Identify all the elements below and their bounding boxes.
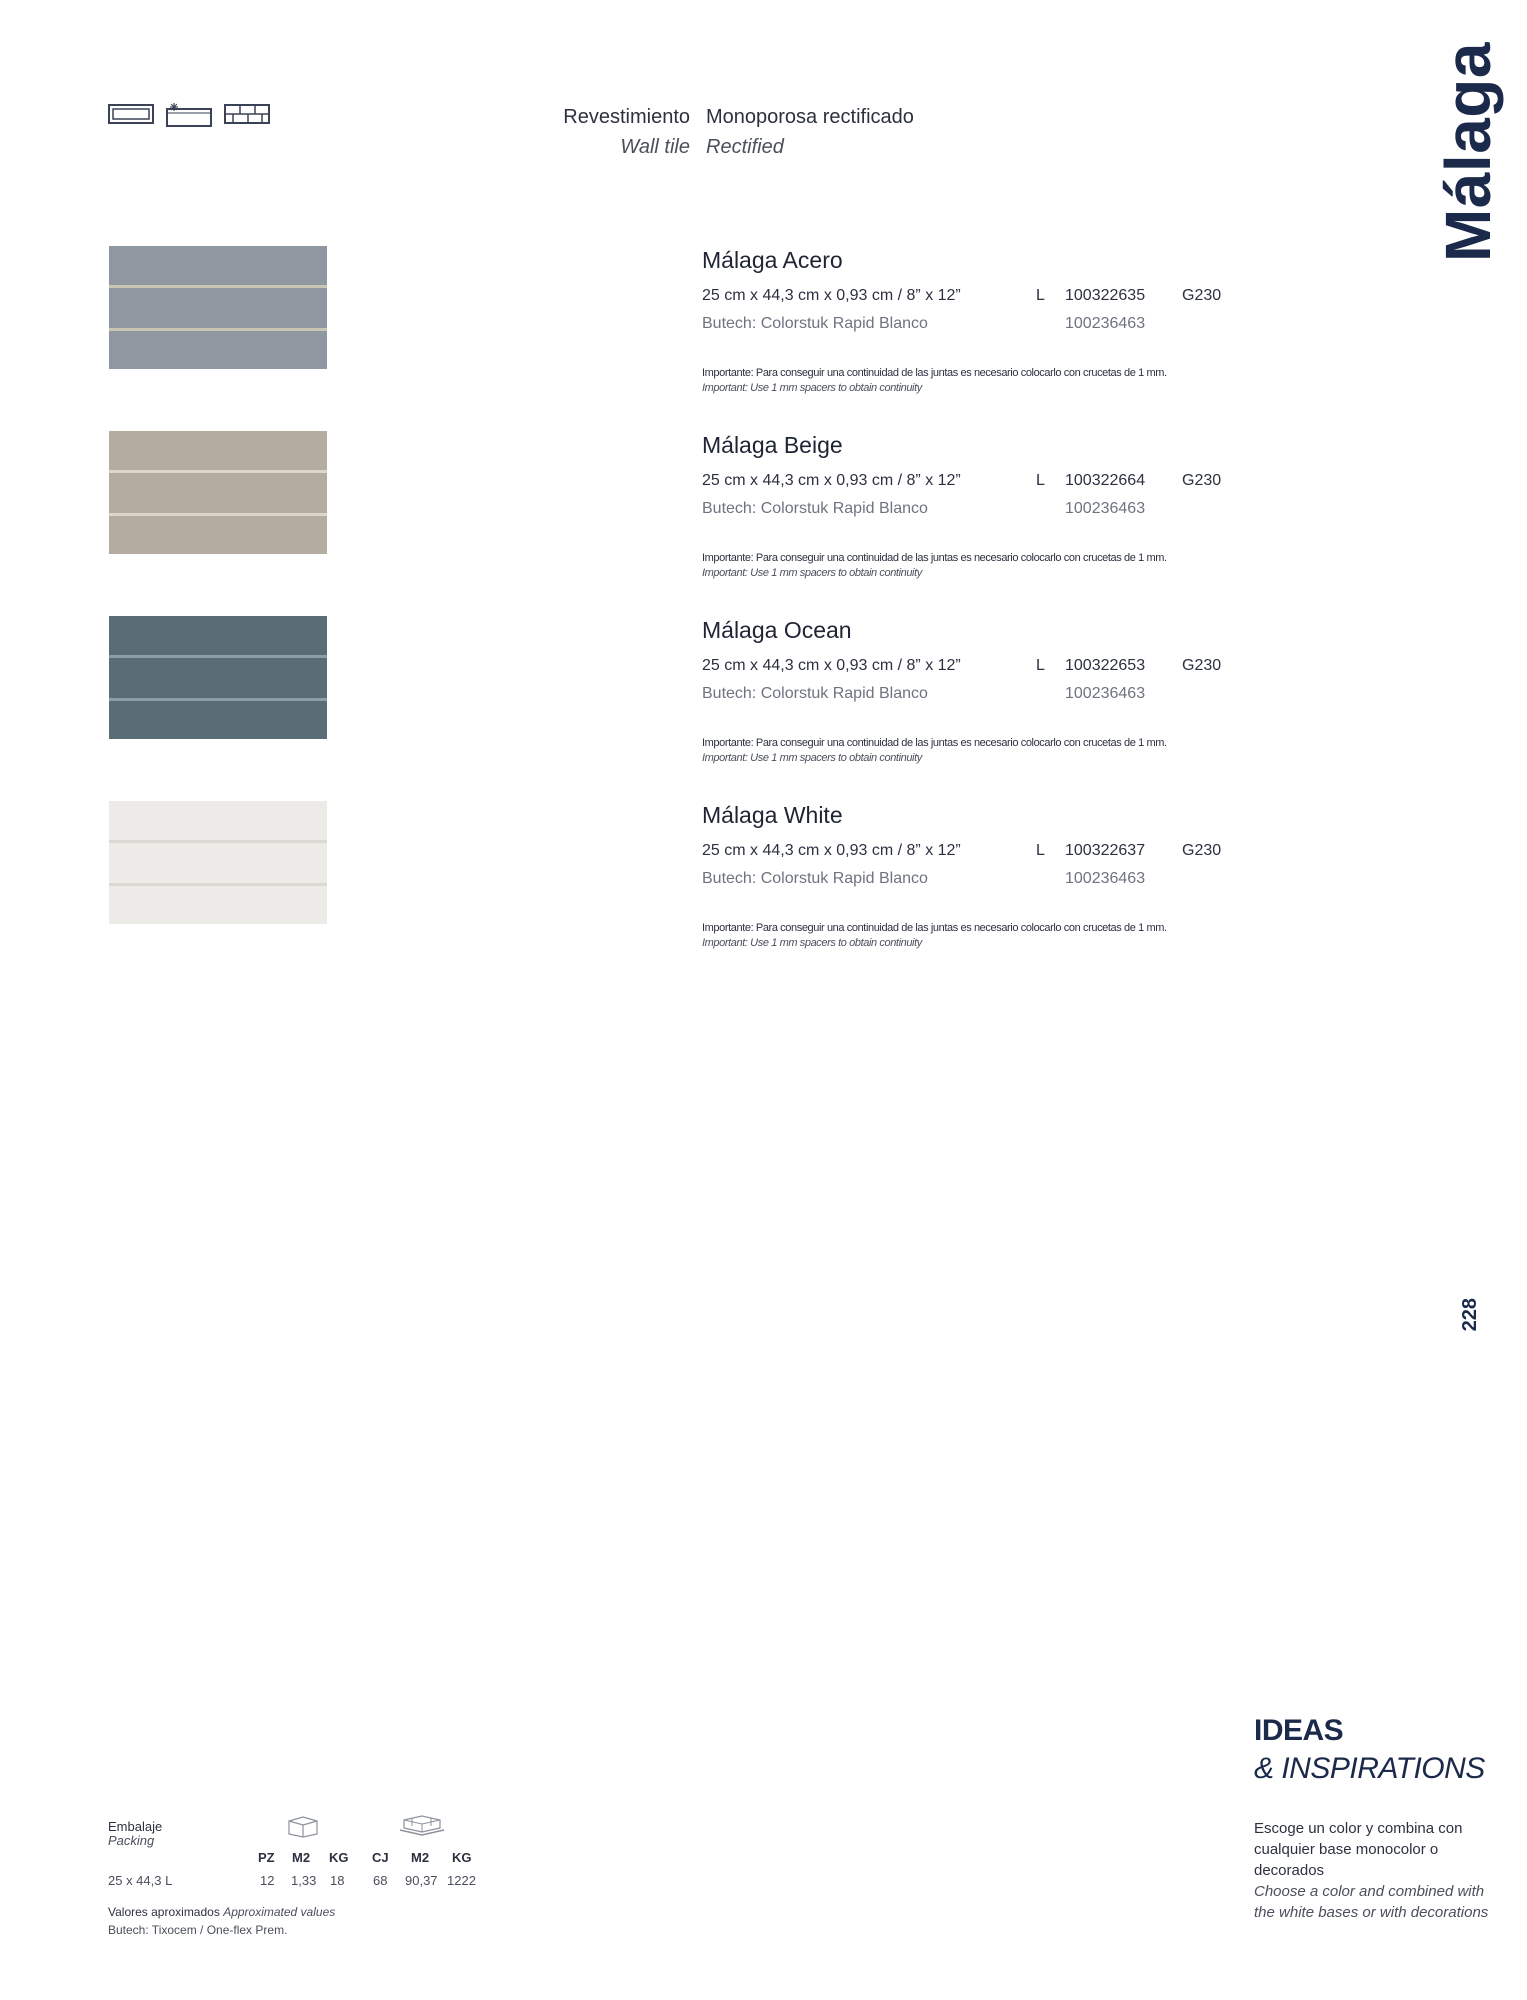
grout-code: 100236463 [1065, 685, 1146, 702]
product-name: Málaga Beige [702, 432, 843, 458]
tile-joint-line [109, 655, 327, 658]
product-grout-row [702, 865, 1262, 893]
spacer-note-en: Important: Use 1 mm spacers to obtain continuity [702, 382, 922, 394]
grout-code: 100236463 [1065, 315, 1146, 332]
grout-name: Butech: Colorstuk Rapid Blanco [702, 500, 928, 517]
product-item [0, 246, 1527, 431]
packing-header-kg-pallet: KG [452, 1850, 472, 1865]
packing-value-cj: 68 [373, 1873, 388, 1888]
product-dimensions: 25 cm x 44,3 cm x 0,93 cm / 8” x 12” [702, 472, 961, 489]
spacer-note-es: Importante: Para conseguir una continuidad de las juntas es necesario colocarlo con crucetas de 1 mm. [702, 922, 1167, 934]
tile-joint-line [109, 840, 327, 843]
product-info [702, 801, 1262, 951]
product-name: Málaga Ocean [702, 617, 852, 643]
approx-values-note [108, 1905, 335, 1919]
product-group: G230 [1182, 472, 1222, 489]
page-number-text: 228 [1458, 1298, 1481, 1332]
brick-pattern-icon [224, 102, 270, 126]
product-item [0, 801, 1527, 986]
pallet-icon [398, 1814, 446, 1836]
page-number [1455, 1290, 1485, 1340]
product-format: L [1036, 657, 1045, 674]
collection-title-text: Málaga [1432, 42, 1504, 262]
wall-tile-icon [108, 102, 154, 126]
spacer-note-en: Important: Use 1 mm spacers to obtain continuity [702, 937, 922, 949]
spacer-note [702, 921, 1262, 951]
product-code: 100322635 [1065, 287, 1146, 304]
product-code: 100322653 [1065, 657, 1146, 674]
product-item [0, 431, 1527, 616]
tile-joint-line [109, 328, 327, 331]
packing-value-m2: 1,33 [291, 1873, 317, 1888]
packing-value-kg-pallet: 1222 [447, 1873, 476, 1888]
grout-name: Butech: Colorstuk Rapid Blanco [702, 315, 928, 332]
product-code: 100322664 [1065, 472, 1146, 489]
packing-size: 25 x 44,3 L [108, 1873, 173, 1888]
product-format: L [1036, 472, 1045, 489]
approx-values-es: Valores aproximados [108, 1905, 220, 1919]
tile-swatch [109, 431, 327, 554]
packing-header-m2-pallet: M2 [411, 1850, 430, 1865]
product-format: L [1036, 287, 1045, 304]
product-name: Málaga White [702, 802, 843, 828]
packing-label-es: Embalaje [108, 1819, 163, 1834]
product-spec-row [702, 282, 1262, 310]
product-name: Málaga Acero [702, 247, 843, 273]
packing-label-en: Packing [108, 1833, 155, 1848]
rectified-edge-icon [166, 102, 212, 128]
tile-joint-line [109, 285, 327, 288]
adhesive-note: Butech: Tixocem / One-flex Prem. [108, 1923, 288, 1937]
product-info [702, 616, 1262, 766]
tile-swatch [109, 246, 327, 369]
inspirations-title: & INSPIRATIONS [1254, 1752, 1485, 1785]
product-dimensions: 25 cm x 44,3 cm x 0,93 cm / 8” x 12” [702, 287, 961, 304]
spacer-note [702, 366, 1262, 396]
tile-swatch [109, 801, 327, 924]
finish-es: Monoporosa rectificado [706, 106, 914, 128]
packing-value-kg: 18 [330, 1873, 345, 1888]
spacer-note-en: Important: Use 1 mm spacers to obtain continuity [702, 567, 922, 579]
tile-swatch [109, 616, 327, 739]
product-grout-row [702, 495, 1262, 523]
product-grout-row [702, 680, 1262, 708]
product-format: L [1036, 842, 1045, 859]
ideas-desc-es: Escoge un color y combina con cualquier base monocolor o decorados [1254, 1820, 1463, 1879]
tile-joint-line [109, 470, 327, 473]
grout-name: Butech: Colorstuk Rapid Blanco [702, 870, 928, 887]
type-en: Wall tile [620, 136, 690, 158]
product-info [702, 431, 1262, 581]
product-dimensions: 25 cm x 44,3 cm x 0,93 cm / 8” x 12” [702, 657, 961, 674]
spacer-note [702, 736, 1262, 766]
header-icons [108, 102, 270, 128]
product-group: G230 [1182, 657, 1222, 674]
packing-value-pz: 12 [260, 1873, 275, 1888]
tile-joint-line [109, 513, 327, 516]
product-grout-row [702, 310, 1262, 338]
product-info [702, 246, 1262, 396]
grout-code: 100236463 [1065, 500, 1146, 517]
packing-header-pz: PZ [258, 1850, 275, 1865]
product-item [0, 616, 1527, 801]
spacer-note-es: Importante: Para conseguir una continuidad de las juntas es necesario colocarlo con crucetas de 1 mm. [702, 737, 1167, 749]
packing-header-m2: M2 [292, 1850, 311, 1865]
packing-header-kg: KG [329, 1850, 349, 1865]
type-es: Revestimiento [563, 106, 690, 128]
approx-values-en: Approximated values [223, 1905, 336, 1919]
packing-header-cj: CJ [372, 1850, 389, 1865]
spacer-note-en: Important: Use 1 mm spacers to obtain continuity [702, 752, 922, 764]
product-type-header [520, 102, 1040, 162]
product-code: 100322637 [1065, 842, 1146, 859]
collection-title [1434, 42, 1502, 262]
tile-joint-line [109, 883, 327, 886]
grout-code: 100236463 [1065, 870, 1146, 887]
spacer-note [702, 551, 1262, 581]
spacer-note-es: Importante: Para conseguir una continuidad de las juntas es necesario colocarlo con crucetas de 1 mm. [702, 367, 1167, 379]
tile-joint-line [109, 698, 327, 701]
finish-en: Rectified [706, 136, 784, 158]
packing-value-m2-pallet: 90,37 [405, 1873, 438, 1888]
product-spec-row [702, 837, 1262, 865]
product-group: G230 [1182, 842, 1222, 859]
ideas-desc-en: Choose a color and combined with the white bases or with decorations [1254, 1883, 1489, 1921]
product-group: G230 [1182, 287, 1222, 304]
product-spec-row [702, 467, 1262, 495]
box-icon [286, 1814, 320, 1838]
ideas-title: IDEAS [1254, 1714, 1344, 1747]
product-dimensions: 25 cm x 44,3 cm x 0,93 cm / 8” x 12” [702, 842, 961, 859]
spacer-note-es: Importante: Para conseguir una continuidad de las juntas es necesario colocarlo con crucetas de 1 mm. [702, 552, 1167, 564]
product-spec-row [702, 652, 1262, 680]
grout-name: Butech: Colorstuk Rapid Blanco [702, 685, 928, 702]
ideas-block [1254, 1712, 1494, 1923]
